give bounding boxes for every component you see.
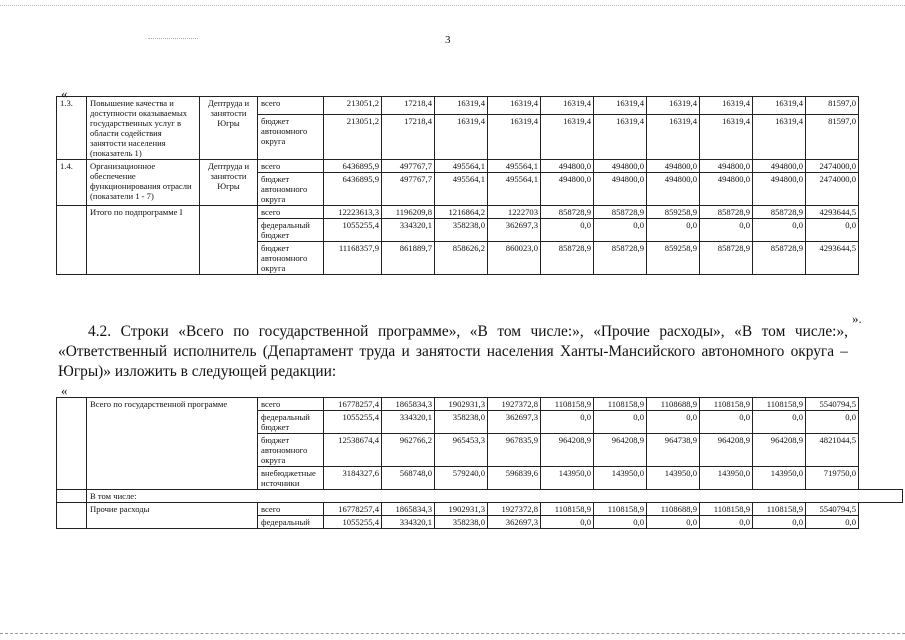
amount-cell: 1865834,3 <box>382 398 435 411</box>
amount-cell: 579240,0 <box>435 467 488 490</box>
amount-cell: 1222703 <box>488 206 541 219</box>
amount-cell: 494800,0 <box>594 173 647 206</box>
amount-cell: 1108158,9 <box>753 398 806 411</box>
amount-cell: 0,0 <box>700 411 753 434</box>
blank-cell <box>57 398 87 490</box>
amount-cell: 858728,9 <box>753 242 806 275</box>
amount-cell: 16319,4 <box>541 97 594 115</box>
page-number: 3 <box>445 34 451 46</box>
incl-label: В том числе: <box>87 490 903 503</box>
amount-cell: 16319,4 <box>647 97 700 115</box>
scan-edge-bottom <box>0 633 905 635</box>
amount-cell: 861889,7 <box>382 242 435 275</box>
table-row <box>57 97 903 115</box>
amount-cell: 16319,4 <box>647 114 700 159</box>
row-label: Всего по государственной программе <box>87 398 258 490</box>
amount-cell: 12223613,3 <box>324 206 382 219</box>
row-number: 1.4. <box>57 160 87 206</box>
funding-source: федеральный <box>258 516 324 529</box>
funding-source: бюджет автономного округа <box>258 173 324 206</box>
amount-cell: 2474000,0 <box>806 173 859 206</box>
amount-cell: 4293644,5 <box>806 206 859 219</box>
funding-source: бюджет автономного округа <box>258 114 324 159</box>
amount-cell: 17218,4 <box>382 97 435 115</box>
amount-cell: 858728,9 <box>753 206 806 219</box>
funding-source: федеральный бюджет <box>258 411 324 434</box>
amount-cell: 1108158,9 <box>541 398 594 411</box>
program-total-table <box>56 397 903 529</box>
executor: Дептруда и занятости Югры <box>200 97 258 160</box>
amount-cell: 0,0 <box>806 219 859 242</box>
amount-cell: 0,0 <box>700 516 753 529</box>
amount-cell: 213051,2 <box>324 114 382 159</box>
amount-cell: 6436895,9 <box>324 160 382 173</box>
amount-cell: 859258,9 <box>647 206 700 219</box>
amount-cell: 358238,0 <box>435 411 488 434</box>
amount-cell: 17218,4 <box>382 114 435 159</box>
amount-cell: 362697,3 <box>488 219 541 242</box>
amount-cell: 494800,0 <box>700 173 753 206</box>
amount-cell: 16319,4 <box>700 114 753 159</box>
amount-cell: 358238,0 <box>435 516 488 529</box>
table-row <box>57 398 903 411</box>
amount-cell: 1055255,4 <box>324 219 382 242</box>
amount-cell: 1108158,9 <box>753 503 806 516</box>
table-row <box>57 490 903 503</box>
table-row <box>57 206 903 219</box>
funding-source: бюджет автономного округа <box>258 242 324 275</box>
amount-cell: 495564,1 <box>435 173 488 206</box>
funding-source: внебюджетные источники <box>258 467 324 490</box>
open-quote-1: « <box>61 86 68 101</box>
funding-source: бюджет автономного округа <box>258 434 324 467</box>
amount-cell: 858728,9 <box>594 242 647 275</box>
amount-cell: 494800,0 <box>647 160 700 173</box>
amount-cell: 334320,1 <box>382 411 435 434</box>
amount-cell: 495564,1 <box>488 173 541 206</box>
amount-cell: 858728,9 <box>541 206 594 219</box>
amount-cell: 213051,2 <box>324 97 382 115</box>
amount-cell: 494800,0 <box>700 160 753 173</box>
scan-mark <box>148 38 198 39</box>
funding-source: всего <box>258 398 324 411</box>
funding-source: федеральный бюджет <box>258 219 324 242</box>
amount-cell: 0,0 <box>647 411 700 434</box>
amount-cell: 6436895,9 <box>324 173 382 206</box>
amount-cell: 494800,0 <box>647 173 700 206</box>
amount-cell: 1055255,4 <box>324 516 382 529</box>
amount-cell: 0,0 <box>806 516 859 529</box>
activity-name: Итого по подпрограмме I <box>87 206 200 275</box>
amount-cell: 11168357,9 <box>324 242 382 275</box>
amount-cell: 0,0 <box>594 516 647 529</box>
table-row <box>57 160 903 173</box>
amount-cell: 16319,4 <box>541 114 594 159</box>
amount-cell: 1108158,9 <box>594 398 647 411</box>
amount-cell: 0,0 <box>541 411 594 434</box>
blank-cell <box>57 503 87 529</box>
funding-source: всего <box>258 206 324 219</box>
amount-cell: 494800,0 <box>541 173 594 206</box>
amount-cell: 1927372,8 <box>488 503 541 516</box>
amount-cell: 1927372,8 <box>488 398 541 411</box>
executor: Дептруда и занятости Югры <box>200 160 258 206</box>
amount-cell: 719750,0 <box>806 467 859 490</box>
amount-cell: 967835,9 <box>488 434 541 467</box>
amount-cell: 16319,4 <box>594 114 647 159</box>
amount-cell: 964208,9 <box>700 434 753 467</box>
amount-cell: 362697,3 <box>488 516 541 529</box>
amount-cell: 1108158,9 <box>700 398 753 411</box>
amount-cell: 81597,0 <box>806 97 859 115</box>
amount-cell: 0,0 <box>647 516 700 529</box>
amount-cell: 16319,4 <box>488 114 541 159</box>
amount-cell: 858626,2 <box>435 242 488 275</box>
amount-cell: 16778257,4 <box>324 398 382 411</box>
amount-cell: 16319,4 <box>435 114 488 159</box>
amount-cell: 1902931,3 <box>435 398 488 411</box>
amount-cell: 1865834,3 <box>382 503 435 516</box>
amount-cell: 497767,7 <box>382 160 435 173</box>
amount-cell: 334320,1 <box>382 219 435 242</box>
amount-cell: 143950,0 <box>594 467 647 490</box>
amount-cell: 858728,9 <box>700 206 753 219</box>
amount-cell: 1196209,8 <box>382 206 435 219</box>
amount-cell: 0,0 <box>541 219 594 242</box>
amount-cell: 964738,9 <box>647 434 700 467</box>
amount-cell: 143950,0 <box>753 467 806 490</box>
amount-cell: 0,0 <box>753 411 806 434</box>
amount-cell: 81597,0 <box>806 114 859 159</box>
amount-cell: 596839,6 <box>488 467 541 490</box>
amount-cell: 16319,4 <box>700 97 753 115</box>
amount-cell: 16319,4 <box>594 97 647 115</box>
amount-cell: 358238,0 <box>435 219 488 242</box>
table-row <box>57 503 903 516</box>
amount-cell: 965453,3 <box>435 434 488 467</box>
amount-cell: 858728,9 <box>700 242 753 275</box>
row-label: Прочие расходы <box>87 503 258 529</box>
amount-cell: 964208,9 <box>594 434 647 467</box>
subprogram-table <box>56 96 903 275</box>
amount-cell: 1216864,2 <box>435 206 488 219</box>
amount-cell: 1108688,9 <box>647 398 700 411</box>
amount-cell: 858728,9 <box>541 242 594 275</box>
amount-cell: 12538674,4 <box>324 434 382 467</box>
amount-cell: 1055255,4 <box>324 411 382 434</box>
amount-cell: 859258,9 <box>647 242 700 275</box>
amount-cell: 962766,2 <box>382 434 435 467</box>
amount-cell: 964208,9 <box>541 434 594 467</box>
amount-cell: 1108158,9 <box>594 503 647 516</box>
amount-cell: 16778257,4 <box>324 503 382 516</box>
amount-cell: 16319,4 <box>753 114 806 159</box>
amount-cell: 494800,0 <box>541 160 594 173</box>
amount-cell: 495564,1 <box>435 160 488 173</box>
scan-edge-top <box>0 5 905 7</box>
amount-cell: 1108158,9 <box>700 503 753 516</box>
amount-cell: 4821044,5 <box>806 434 859 467</box>
amount-cell: 494800,0 <box>753 160 806 173</box>
activity-name: Повышение качества и доступности оказываемых государственных услуг в области содействия занятости населения (показатель 1) <box>87 97 200 160</box>
amount-cell: 3184327,6 <box>324 467 382 490</box>
amount-cell: 494800,0 <box>594 160 647 173</box>
open-quote-2: « <box>61 383 68 398</box>
amount-cell: 362697,3 <box>488 411 541 434</box>
amount-cell: 143950,0 <box>541 467 594 490</box>
amount-cell: 0,0 <box>806 411 859 434</box>
amount-cell: 4293644,5 <box>806 242 859 275</box>
amount-cell: 143950,0 <box>700 467 753 490</box>
amount-cell: 860023,0 <box>488 242 541 275</box>
amount-cell: 1108158,9 <box>541 503 594 516</box>
blank-cell <box>57 490 87 503</box>
funding-source: всего <box>258 97 324 115</box>
amount-cell: 0,0 <box>647 219 700 242</box>
amount-cell: 16319,4 <box>753 97 806 115</box>
funding-source: всего <box>258 160 324 173</box>
amount-cell: 16319,4 <box>488 97 541 115</box>
amount-cell: 5540794,5 <box>806 398 859 411</box>
amount-cell: 497767,7 <box>382 173 435 206</box>
amendment-paragraph <box>58 322 848 382</box>
amount-cell: 0,0 <box>594 411 647 434</box>
amount-cell: 0,0 <box>594 219 647 242</box>
row-number <box>57 206 87 275</box>
amount-cell: 5540794,5 <box>806 503 859 516</box>
amount-cell: 494800,0 <box>753 173 806 206</box>
amendment-text: 4.2. Строки «Всего по государственной программе», «В том числе:», «Прочие расходы», «В том числе:», «Ответственный исполнитель (Департамент труда и занятости населения Ханты-Мансийского автономного округа – Югры)» изложить в следующей редакции: <box>58 323 848 380</box>
close-quote: ». <box>852 311 862 326</box>
amount-cell: 495564,1 <box>488 160 541 173</box>
amount-cell: 1108688,9 <box>647 503 700 516</box>
amount-cell: 16319,4 <box>435 97 488 115</box>
amount-cell: 143950,0 <box>647 467 700 490</box>
amount-cell: 334320,1 <box>382 516 435 529</box>
amount-cell: 858728,9 <box>594 206 647 219</box>
amount-cell: 568748,0 <box>382 467 435 490</box>
amount-cell: 0,0 <box>541 516 594 529</box>
amount-cell: 2474000,0 <box>806 160 859 173</box>
amount-cell: 0,0 <box>753 219 806 242</box>
funding-source: всего <box>258 503 324 516</box>
amount-cell: 1902931,3 <box>435 503 488 516</box>
amount-cell: 0,0 <box>753 516 806 529</box>
amount-cell: 0,0 <box>700 219 753 242</box>
executor <box>200 206 258 275</box>
activity-name: Организационное обеспечение функционирования отрасли (показатели 1 - 7) <box>87 160 200 206</box>
amount-cell: 964208,9 <box>753 434 806 467</box>
row-number: 1.3. <box>57 97 87 160</box>
